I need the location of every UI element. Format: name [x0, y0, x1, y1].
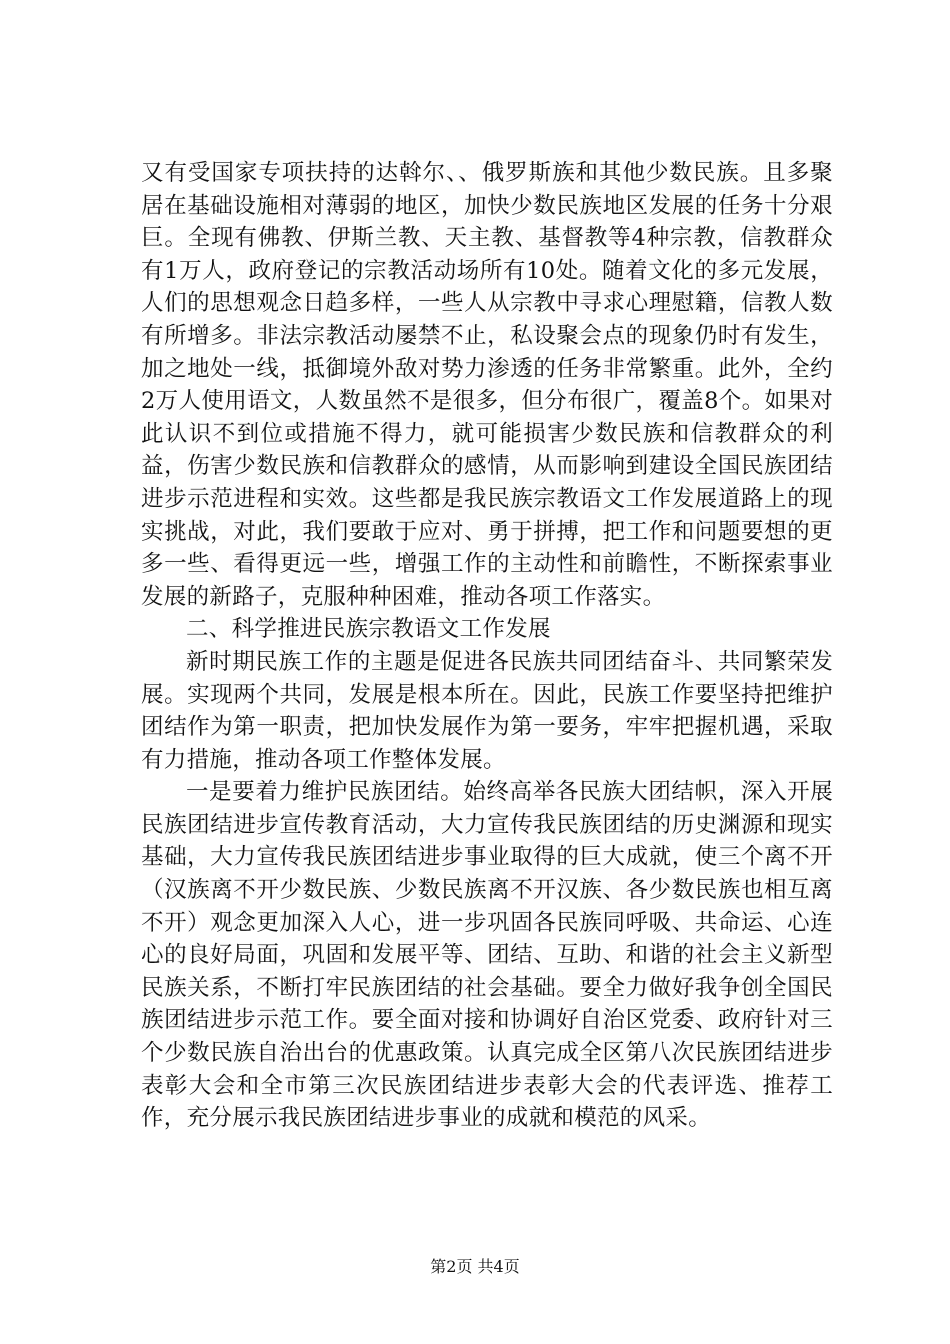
page-number-footer: 第2页 共4页 [430, 1257, 520, 1276]
paragraph-3: 一是要着力维护民族团结。始终高举各民族大团结帜，深入开展民族团结进步宣传教育活动，大力宣传我民族团结的历史渊源和现实基础，大力宣传我民族团结进步事业取得的巨大成就，使三个离不开（汉族离不开少数民族、少数民族离不开汉族、各少数民族也相互离不开）观念更加深入人心，进一步巩固各民族同呼吸、共命运、心连心的良好局面，巩固和发展平等、团结、互助、和谐的社会主义新型民族关系，不断打牢民族团结的社会基础。要全力做好我争创全国民族团结进步示范工作。要全面对接和协调好自治区党委、政府针对三个少数民族自治出台的优惠政策。认真完成全区第八次民族团结进步表彰大会和全市第三次民族团结进步表彰大会的代表评选、推荐工作，充分展示我民族团结进步事业的成就和模范的风采。 [141, 779, 833, 1132]
paragraph-1: 又有受国家专项扶持的达斡尔、、俄罗斯族和其他少数民族。且多聚居在基础设施相对薄弱的地区，加快少数民族地区发展的任务十分艰巨。全现有佛教、伊斯兰教、天主教、基督教等4种宗教，信教群众有1万人，政府登记的宗教活动场所有10处。随着文化的多元发展，人们的思想观念日趋多样，一些人从宗教中寻求心理慰籍，信教人数有所增多。非法宗教活动屡禁不止，私设聚会点的现象仍时有发生，加之地处一线，抵御境外敌对势力渗透的任务非常繁重。此外，全约2万人使用语文，人数虽然不是很多，但分布很广，覆盖8个。如果对此认识不到位或措施不得力，就可能损害少数民族和信教群众的利益，伤害少数民族和信教群众的感情，从而影响到建设全国民族团结进步示范进程和实效。这些都是我民族宗教语文工作发展道路上的现实挑战，对此，我们要敢于应对、勇于拼搏，把工作和问题要想的更多一些、看得更远一些，增强工作的主动性和前瞻性，不断探索事业发展的新路子，克服种种困难，推动各项工作落实。 [141, 160, 833, 610]
paragraph-2: 新时期民族工作的主题是促进各民族共同团结奋斗、共同繁荣发展。实现两个共同，发展是根本所在。因此，民族工作要坚持把维护团结作为第一职责，把加快发展作为第一要务，牢牢把握机遇，采取有力措施，推动各项工作整体发展。 [141, 648, 833, 773]
section-heading: 二、科学推进民族宗教语文工作发展 [186, 616, 551, 643]
document-body [141, 157, 833, 1135]
